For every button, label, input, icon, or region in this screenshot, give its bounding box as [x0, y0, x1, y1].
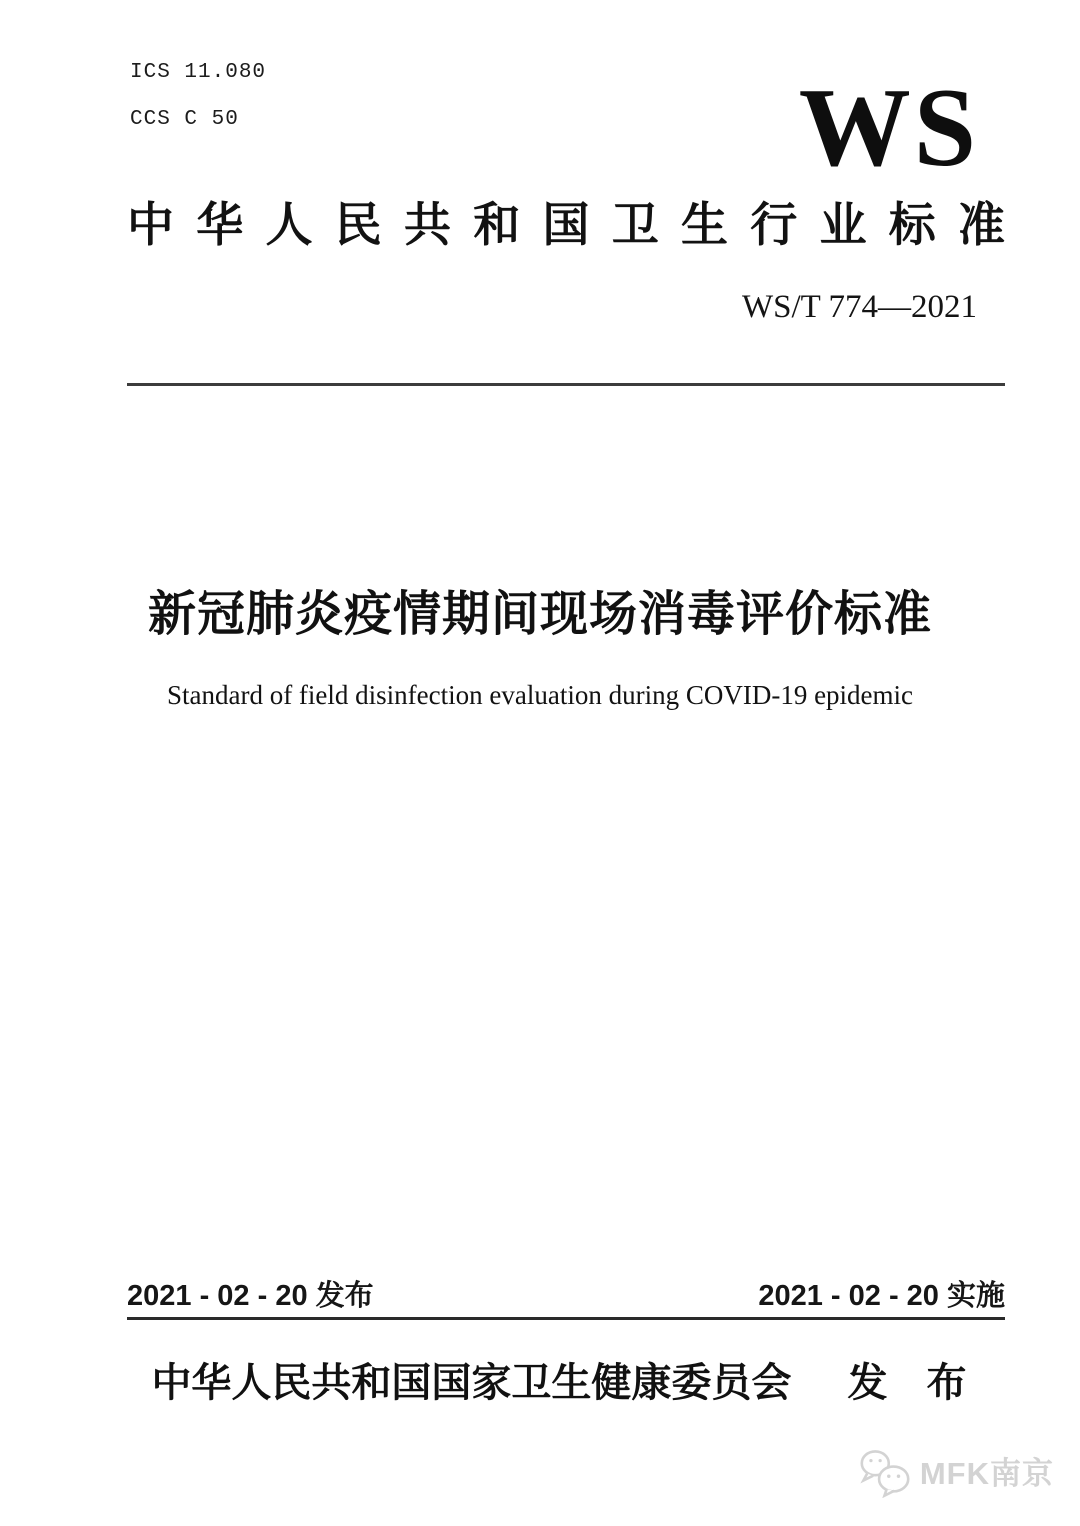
- category-heading: 中 华 人 民 共 和 国 卫 生 行 业 标 准: [127, 198, 1005, 251]
- wechat-icon: [858, 1448, 912, 1498]
- publish-label: 发 布: [847, 1361, 981, 1405]
- document-title-chinese: 新冠肺炎疫情期间现场消毒评价标准: [147, 588, 932, 641]
- header-divider: [127, 383, 1005, 386]
- standard-number: WS/T 774—2021: [742, 289, 977, 325]
- footer-divider: [127, 1317, 1005, 1320]
- issuer-row: [127, 1361, 1005, 1405]
- implementation-date: 2021 - 02 - 20 实施: [758, 1280, 1005, 1312]
- issuer-name: 中华人民共和国国家卫生健康委员会: [151, 1361, 792, 1405]
- watermark-text: MFK南京: [919, 1455, 1054, 1491]
- ws-logo: WS: [798, 66, 979, 190]
- dates-row: [127, 1281, 1005, 1313]
- ics-code: ICS 11.080: [130, 61, 267, 84]
- watermark: [858, 1448, 1054, 1498]
- issue-date: 2021 - 02 - 20 发布: [127, 1280, 374, 1312]
- ccs-code: CCS C 50: [130, 108, 239, 131]
- document-title-english: Standard of field disinfection evaluation during COVID-19 epidemic: [166, 680, 914, 710]
